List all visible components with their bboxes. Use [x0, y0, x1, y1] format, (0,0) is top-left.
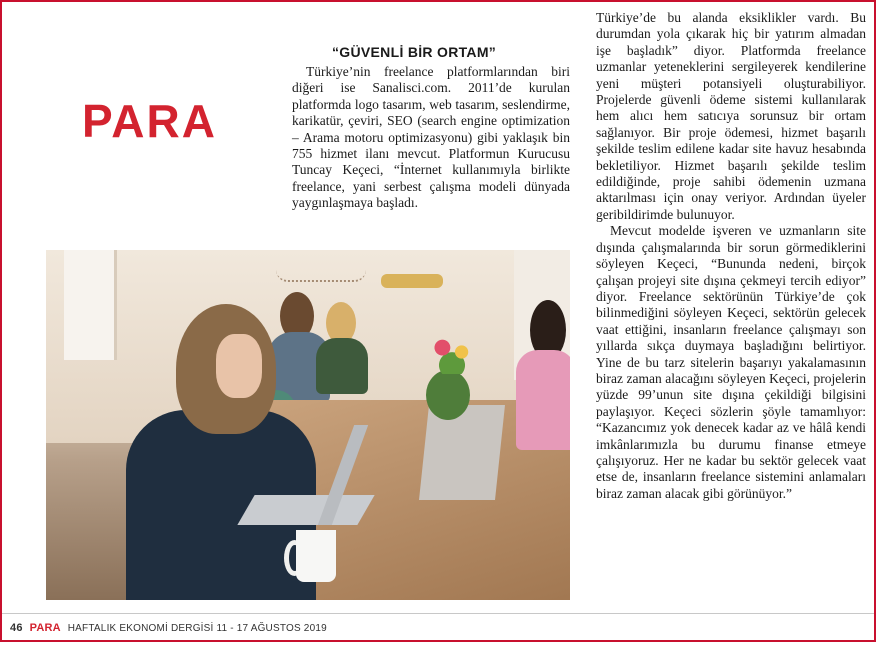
photo-flowers [428, 330, 476, 374]
footer-brand: PARA [29, 622, 61, 634]
para-logo: PARA [82, 95, 217, 147]
photo-mug [296, 530, 336, 582]
page-footer [10, 622, 327, 634]
right-paragraph-1: Türkiye’de bu alanda eksiklikler vardı. Bu durumdan yola çıkarak hiç bir yatırım almadan işe başladık” diyor. Platformda freelance uzmanlar yeteneklerini sergileyerek kendilerine yeni müşteri potansiyeli oluşturabiliyor. Projelerde güvenli ödeme sistemi kullanılarak hem alıcı hem satıcıya sorunsuz bir ortam sağlanıyor. Bir proje ödemesi, hizmet başarılı şekilde teslim edilene kadar site havuz hesabında bekletiliyor. Hizmet başarılı şekilde teslim edildiğinde, proje sahibi ödemenin uzmana aktarılması için onay veriyor. Ardından üyeler geribildirimde bulunuyor. [596, 10, 866, 222]
coworking-photo [46, 250, 570, 600]
photo-wall-sign [381, 274, 443, 288]
page-number: 46 [10, 622, 23, 634]
photo-person-4 [516, 300, 570, 450]
right-column [596, 10, 866, 502]
footer-divider [2, 613, 874, 614]
right-paragraph-2: Mevcut modelde işveren ve uzmanların site dışında çalışmalarında bir sorun görmediklerini söyleyen Keçeci, “Bununda nedeni, birçok çalışan projeyi site dışına çekmeyi tercih ediyor” diyor. Freelance sektörünün Türkiye’de çok bilinmediğini söyleyen Keçeci, sektörün gelecek vaat ettiğini, insanların freelance çalışmayı son yıllarda sıkça duymaya başladığını belirtiyor. Yine de bu tarz sitelerin başarıyı yakalamasının biraz zaman alacağını söyleyen Keçeci, projelerin yüzde 99’unun site dışına çekildiği bilgisini paylaşıyor. Keçeci sözlerin şöyle tamamlıyor: “Kazancımız yok denecek kadar az ve hâlâ kendi imkânlarımızla bu durumu finanse etmeye çalışıyoruz. Her ne kadar bu sektör gelecek vaat etse de, insanların freelance sistemini anlamaları biraz zaman alacak gibi görünüyor.” [596, 223, 866, 501]
photo-garland [276, 270, 366, 282]
footer-issue-text: HAFTALIK EKONOMİ DERGİSİ 11 - 17 AĞUSTOS 2019 [67, 623, 327, 634]
middle-column [292, 64, 570, 212]
photo-laptop [246, 425, 396, 525]
section-heading: “GÜVENLİ BİR ORTAM” [332, 44, 497, 60]
middle-paragraph-1: Türkiye’nin freelance platformlarından biri diğeri ise Sanalisci.com. 2011’de kurulan platformda logo tasarım, web tasarım, seslendirme, karikatür, çeviri, SEO (search engine optimization – Arama motoru optimizasyonu) gibi yaklaşık bin 755 hizmet ilanı mevcut. Platformun Kurucusu Tuncay Keçeci, “İnternet kullanımıyla birlikte freelance, yani serbest çalışma modeli dünyada yaygınlaşmaya başladı. [292, 64, 570, 211]
photo-plant [426, 370, 470, 420]
photo-planter-box [419, 405, 505, 500]
photo-person-3 [316, 302, 366, 392]
